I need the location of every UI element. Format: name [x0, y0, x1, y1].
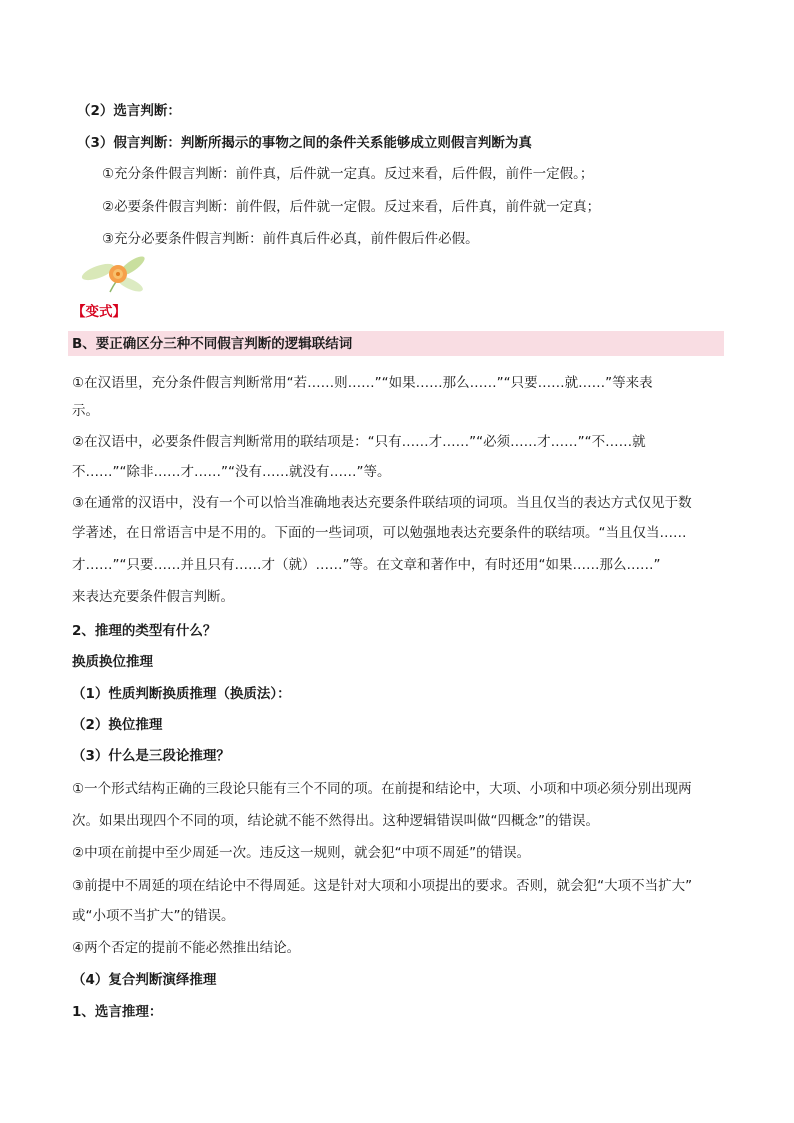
rule-1-line-2: 次。如果出现四个不同的项，结论就不能不然得出。这种逻辑错误叫做“四概念”的错误。: [72, 813, 599, 829]
heading-disjunctive-reasoning: 1、选言推理：: [72, 1004, 163, 1020]
paragraph-1-line-1: ①在汉语里，充分条件假言判断常用“若……则……”“如果……那么……”“只要……就……”等来表: [72, 375, 653, 391]
subheading-obversion: （1）性质判断换质推理（换质法）：: [72, 686, 291, 702]
section-disjunctive-judgment: （2）选言判断：: [77, 103, 181, 119]
paragraph-3-line-2: 学著述，在日常语言中是不用的。下面的一些词项，可以勉强地表达充要条件的联结项。“当且仅当……: [72, 525, 687, 541]
heading-conversion-obversion: 换质换位推理: [72, 654, 153, 670]
subheading-syllogism: （3）什么是三段论推理？: [72, 748, 230, 764]
item-sufficient-necessary-condition: ③充分必要条件假言判断：前件真后件必真，前件假后件必假。: [102, 231, 479, 247]
variant-label: 【变式】: [72, 304, 126, 320]
subheading-conversion: （2）换位推理: [72, 717, 163, 733]
rule-3-line-1: ③前提中不周延的项在结论中不得周延。这是针对大项和小项提出的要求。否则，就会犯“大项不当扩大”: [72, 878, 693, 894]
subheading-compound-deduction: （4）复合判断演绎推理: [72, 972, 217, 988]
flower-decoration-icon: [80, 252, 150, 296]
rule-4: ④两个否定的提前不能必然推出结论。: [72, 940, 301, 956]
paragraph-3-line-1: ③在通常的汉语中，没有一个可以恰当准确地表达充要条件联结项的词项。当且仅当的表达方式仅见于数: [72, 495, 692, 511]
rule-3-line-2: 或“小项不当扩大”的错误。: [72, 908, 235, 924]
paragraph-3-line-3: 才……”“只要……并且只有……才（就）……”等。在文章和著作中，有时还用“如果……那么……”: [72, 557, 661, 573]
paragraph-2-line-1: ②在汉语中，必要条件假言判断常用的联结项是：“只有……才……”“必须……才……”“不……就: [72, 434, 646, 450]
rule-1-line-1: ①一个形式结构正确的三段论只能有三个不同的项。在前提和结论中，大项、小项和中项必须分别出现两: [72, 781, 692, 797]
rule-2: ②中项在前提中至少周延一次。违反这一规则，就会犯“中项不周延”的错误。: [72, 845, 531, 861]
question-reasoning-types: 2、推理的类型有什么？: [72, 623, 217, 639]
paragraph-1-line-2: 示。: [72, 403, 99, 419]
section-hypothetical-judgment: （3）假言判断：判断所揭示的事物之间的条件关系能够成立则假言判断为真: [77, 135, 532, 151]
paragraph-3-line-4: 来表达充要条件假言判断。: [72, 589, 234, 605]
item-sufficient-condition: ①充分条件假言判断：前件真，后件就一定真。反过来看，后件假，前件一定假。；: [102, 166, 594, 182]
paragraph-2-line-2: 不……”“除非……才……”“没有……就没有……”等。: [72, 464, 391, 480]
item-necessary-condition: ②必要条件假言判断：前件假，后件就一定假。反过来看，后件真，前件就一定真；: [102, 199, 601, 215]
band-heading: B、要正确区分三种不同假言判断的逻辑联结词: [72, 336, 353, 352]
